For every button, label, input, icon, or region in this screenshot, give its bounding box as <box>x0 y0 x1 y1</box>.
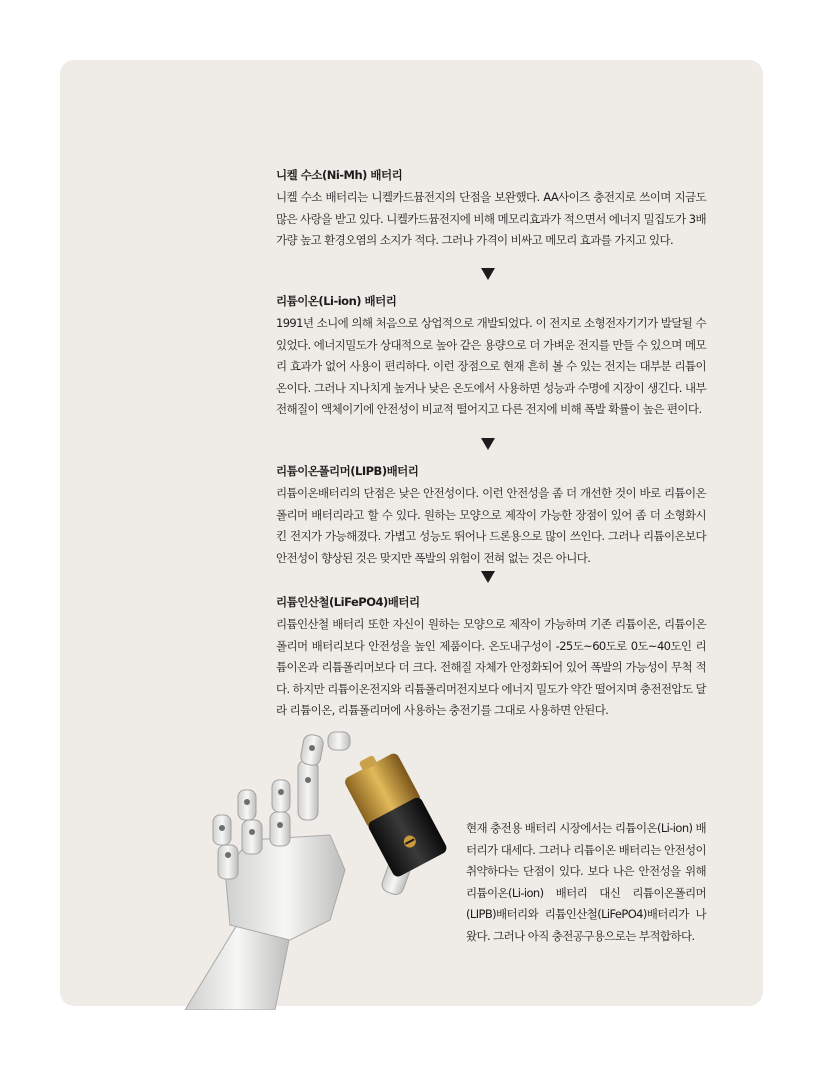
down-triangle-icon <box>481 571 495 583</box>
section-li-ion <box>276 292 706 421</box>
image-caption: 현재 충전용 배터리 시장에서는 리튬이온(Li-ion) 배터리가 대세다. 그러나 리튬이온 배터리는 안전성이 취약하다는 단점이 있다. 보다 나은 안전성을 위해 리튬이온(Li-ion) 배터리 대신 리튬이온폴리머(LIPB)배터리와 리튬인산철(LiFePO4)배터리가 나왔다. 그러나 아직 충전공구용으로는 부적합하다. <box>466 821 706 943</box>
section-title: 리튬인산철(LiFePO4)배터리 <box>276 595 420 609</box>
section-nimh <box>276 166 706 252</box>
section-body: 1991년 소니에 의해 처음으로 상업적으로 개발되었다. 이 전지로 소형전자기기가 발달될 수 있었다. 에너지밀도가 상대적으로 높아 같은 용량으로 더 가벼운 전지를 만들 수 있으며 메모리 효과가 없어 사용이 편리하다. 이런 장점으로 현재 흔히 볼 수 있는 전지는 대부분 리튬이온이다. 그러나 지나치게 높거나 낮은 온도에서 사용하면 성능과 수명에 지장이 생긴다. 내부 전해질이 액체이기에 안전성이 비교적 떨어지고 다른 전지에 비해 폭발 확률이 높은 편이다. <box>276 316 706 416</box>
robot-hand-battery-image <box>180 720 455 1010</box>
section-title: 니켈 수소(Ni-Mh) 배터리 <box>276 168 403 182</box>
section-title: 리튬이온폴리머(LIPB)배터리 <box>276 464 419 478</box>
section-body: 리튬이온배터리의 단점은 낮은 안전성이다. 이런 안전성을 좀 더 개선한 것이 바로 리튬이온폴리머 배터리라고 할 수 있다. 원하는 모양으로 제작이 가능한 장점이 있어 좀 더 소형화시킨 전지가 가능해졌다. 가볍고 성능도 뛰어나 드론용으로 많이 쓰인다. 그러나 리튬이온보다 안전성이 향상된 것은 맞지만 폭발의 위험이 전혀 없는 것은 아니다. <box>276 486 706 565</box>
down-triangle-icon <box>481 268 495 280</box>
section-lifepo4 <box>276 593 706 722</box>
section-body: 니켈 수소 배터리는 니켈카드뮴전지의 단점을 보완했다. AA사이즈 충전지로 쓰이며 지금도 많은 사랑을 받고 있다. 니켈카드뮴전지에 비해 메모리효과가 적으면서 에너지 밀집도가 3배 가량 높고 환경오염의 소지가 적다. 그러나 가격이 비싸고 메모리 효과를 가지고 있다. <box>276 190 706 247</box>
section-body: 리튬인산철 배터리 또한 자신이 원하는 모양으로 제작이 가능하며 기존 리튬이온, 리튬이온폴리머 배터리보다 안전성을 높인 제품이다. 온도내구성이 -25도~60도로 0도~40도인 리튬이온과 리튬폴리머보다 더 크다. 전해질 자체가 안정화되어 있어 폭발의 가능성이 무척 적다. 하지만 리튬이온전지와 리튬폴리머전지보다 에너지 밀도가 약간 떨어지며 충전전압도 달라 리튬이온, 리튬폴리머에 사용하는 충전기를 그대로 사용하면 안된다. <box>276 617 706 717</box>
section-lipb <box>276 462 706 569</box>
section-title: 리튬이온(Li-ion) 배터리 <box>276 294 397 308</box>
down-triangle-icon <box>481 438 495 450</box>
